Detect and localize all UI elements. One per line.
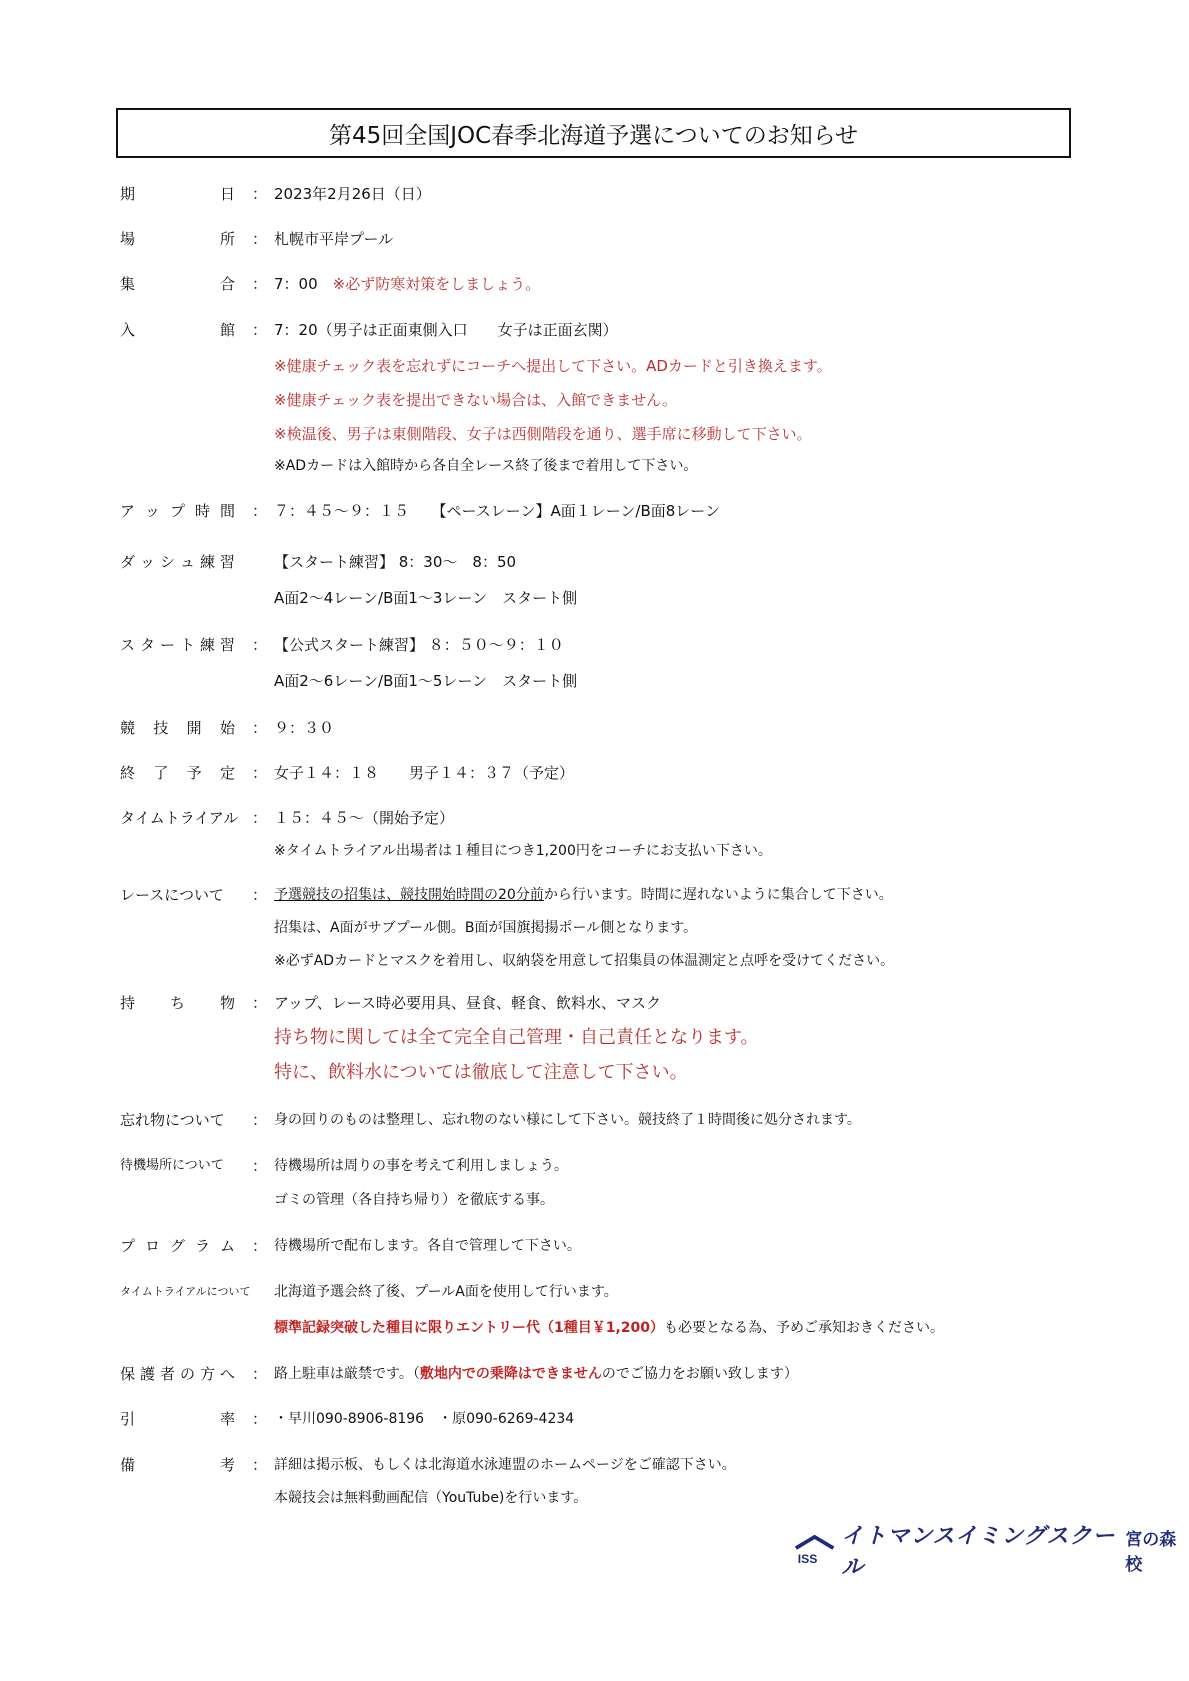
label-wait: 待機場所について (120, 1158, 224, 1173)
label-start: ス タ ー ト 練 習 (120, 636, 235, 654)
label-parents: 保 護 者 の 方 へ (120, 1365, 235, 1383)
school-logo (794, 1524, 1189, 1580)
label-gather: 集 合 (120, 275, 235, 293)
enter-note-1: ※健康チェック表を忘れずにコーチへ提出して下さい。ADカードと引き換えます。 (274, 357, 832, 375)
label-remarks: 備 考 (120, 1456, 235, 1474)
label-date: 期 日 (120, 185, 235, 203)
value-lead: ・早川090-8906-8196 ・原090-6269-4234 (274, 1411, 575, 1427)
value-begin: ９：３０ (274, 719, 335, 737)
label-place: 場 所 (120, 230, 235, 248)
value-items: アップ、レース時必要用具、昼食、軽食、飲料水、マスク (274, 994, 662, 1012)
svg-text:ISS: ISS (797, 1552, 818, 1566)
value-dash-2: A面2～4レーン/B面1～3レーン スタート側 (274, 589, 578, 607)
value-start: 【公式スタート練習】 ８：５０～９：１０ (274, 636, 564, 654)
iss-logo-icon (794, 1534, 835, 1566)
enter-note-4: ※ADカードは入館時から各自全レース終了後まで着用して下さい。 (274, 458, 698, 474)
items-warning-2: 特に、飲料水については徹底して注意して下さい。 (274, 1062, 688, 1083)
value-program: 待機場所で配布します。各自で管理して下さい。 (274, 1238, 581, 1254)
value-timetrial-entry: 標準記録突破した種目に限りエントリー代（1種目￥1,200）も必要となる為、予めご承知おきください。 (274, 1320, 945, 1336)
value-race-3: ※必ずADカードとマスクを着用し、収納袋を用意して招集員の体温測定と点呼を受けてください。 (274, 953, 895, 969)
value-date: 2023年2月26日（日） (274, 185, 431, 203)
label-lost: 忘れ物について (120, 1111, 225, 1129)
value-start-2: A面2～6レーン/B面1～5レーン スタート側 (274, 672, 578, 690)
label-enter: 入 館 (120, 321, 235, 339)
title-text: 第45回全国JOC春季北海道予選についてのお知らせ (328, 122, 859, 149)
value-timetrial-2: ※タイムトライアル出場者は１種目につき1,200円をコーチにお支払い下さい。 (274, 843, 772, 859)
value-warmup: ７：４５～９：１５ 【ペースレーン】A面１レーン/B面8レーン (274, 502, 721, 520)
value-wait-2: ゴミの管理（各自持ち帰り）を徹底する事。 (274, 1192, 554, 1208)
value-race-2: 招集は、A面がサブプール側。B面が国旗掲揚ポール側となります。 (274, 920, 698, 936)
value-timetrial-detail: 北海道予選会終了後、プールA面を使用して行います。 (274, 1284, 618, 1300)
value-place: 札幌市平岸プール (274, 230, 394, 248)
page-title (116, 108, 1071, 158)
value-remarks: 詳細は掲示板、もしくは北海道水泳連盟のホームページをご確認下さい。 (274, 1457, 736, 1473)
label-warmup: ア ッ プ 時 間 (120, 502, 235, 520)
value-dash: 【スタート練習】 8：30～ 8：50 (274, 553, 517, 571)
label-timetrial: タイムトライアル (120, 809, 239, 827)
value-wait: 待機場所は周りの事を考えて利用しましょう。 (274, 1158, 568, 1174)
label-dash: ダ ッ シ ュ 練 習 (120, 553, 235, 571)
logo-text: イトマンスイミングスクール (841, 1524, 1116, 1580)
label-race: レースについて (120, 886, 224, 904)
items-warning-1: 持ち物に関しては全て完全自己管理・自己責任となります。 (274, 1027, 759, 1048)
enter-note-2: ※健康チェック表を提出できない場合は、入館できません。 (274, 391, 678, 409)
value-gather: 7：00 ※必ず防寒対策をしましょう。 (274, 275, 541, 293)
value-lost: 身の回りのものは整理し、忘れ物のない様にして下さい。競技終了１時間後に処分されます。 (274, 1112, 861, 1128)
value-remarks-2: 本競技会は無料動画配信（YouTube)を行います。 (274, 1490, 588, 1506)
enter-note-3: ※検温後、男子は東側階段、女子は西側階段を通り、選手席に移動して下さい。 (274, 425, 812, 443)
label-end: 終 了 予 定 (120, 764, 235, 782)
label-lead: 引 率 (120, 1410, 235, 1428)
value-timetrial: １５：４５～（開始予定） (274, 809, 455, 827)
value-end: 女子１４：１８ 男子１４：３７（予定） (274, 764, 575, 782)
value-parents: 路上駐車は厳禁です。（敷地内での乗降はできませんのでご協力をお願い致します） (274, 1366, 798, 1382)
label-begin: 競 技 開 始 (120, 719, 235, 737)
label-items: 持 ち 物 (120, 994, 235, 1012)
value-race: 予選競技の招集は、競技開始時間の20分前から行います。時間に遅れないように集合して下さい。 (274, 887, 893, 903)
value-enter: 7：20（男子は正面東側入口 女子は正面玄関） (274, 321, 618, 339)
logo-subtext: 宮の森校 (1125, 1530, 1177, 1575)
label-timetrial-2: タイムトライアルについて (120, 1285, 251, 1298)
label-program: プ ロ グ ラ ム (120, 1237, 235, 1255)
